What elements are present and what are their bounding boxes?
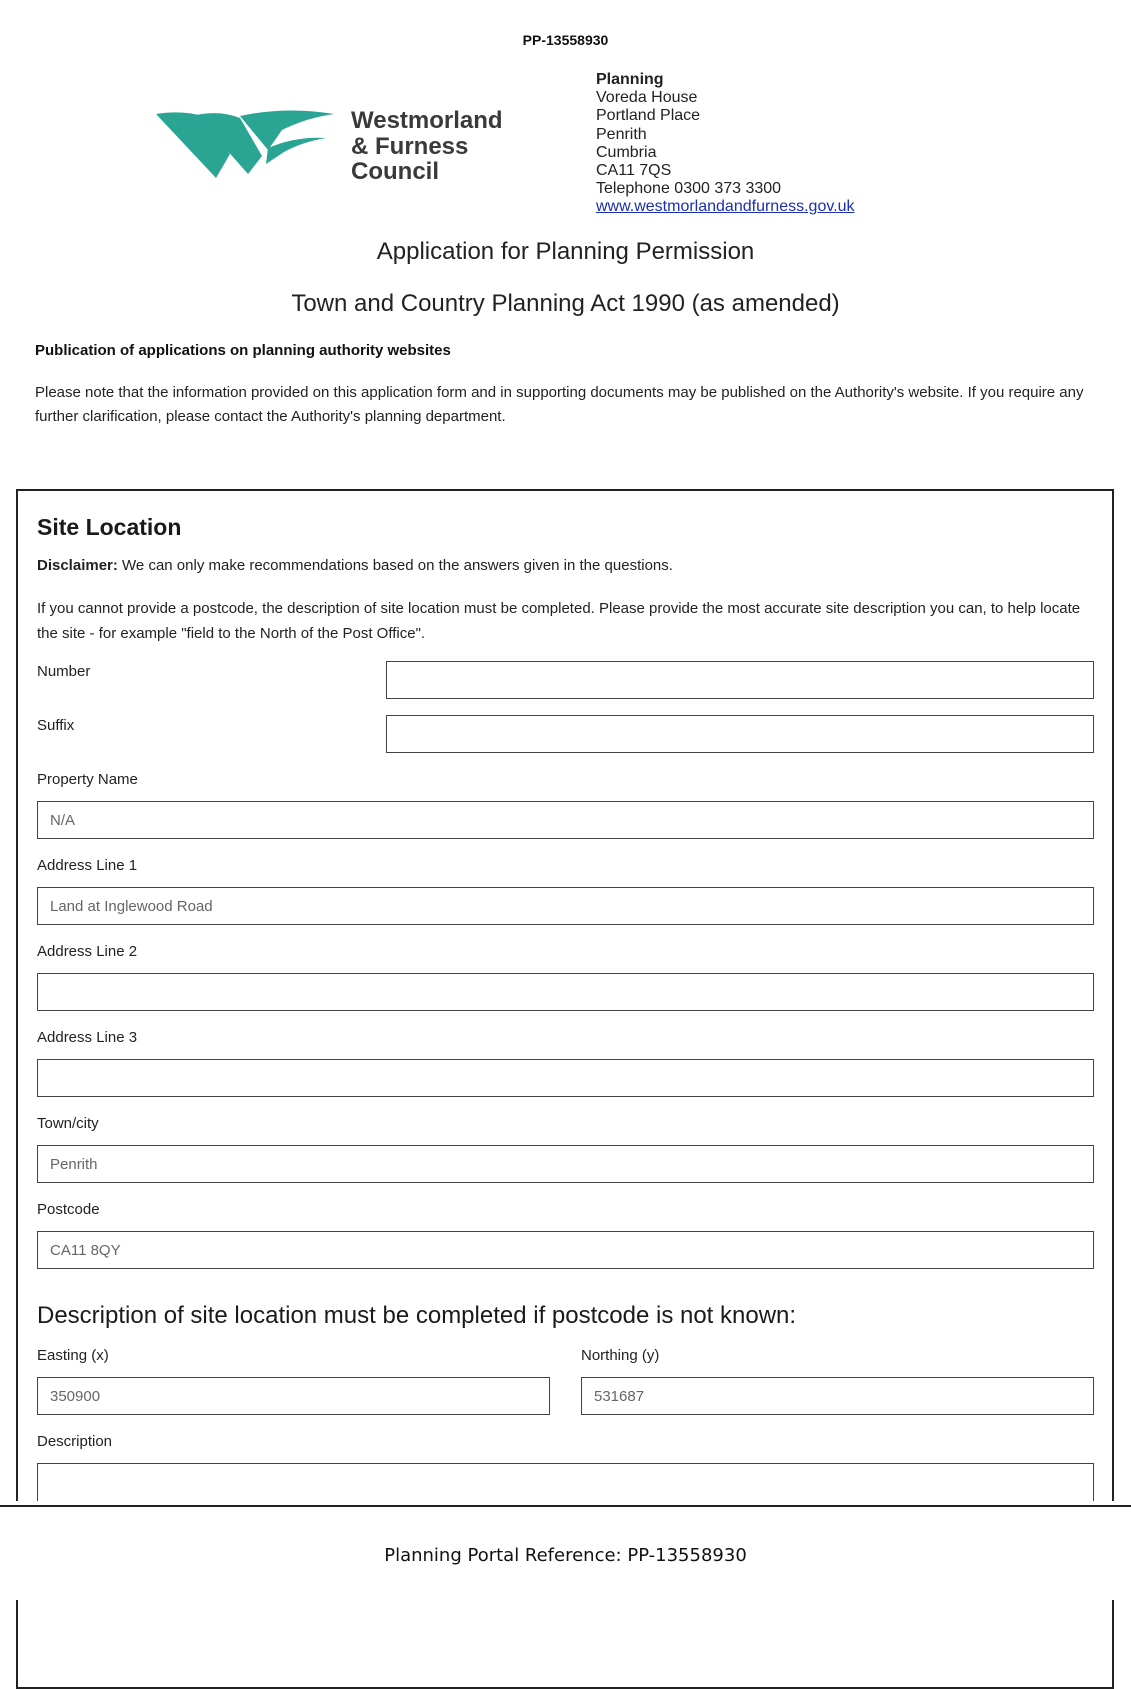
logo-line-1: Westmorland	[351, 107, 503, 134]
reference-number: PP-13558930	[522, 32, 609, 48]
postcode-label: Postcode	[37, 1201, 100, 1218]
easting-label: Easting (x)	[37, 1347, 109, 1364]
town-city-label: Town/city	[37, 1115, 99, 1132]
site-location-info: If you cannot provide a postcode, the description of site location must be completed. Please provide the most accurate site description you can, to help locate the site - for example "field to the North of the Post Office".	[37, 600, 1081, 642]
property-name-label: Property Name	[37, 771, 138, 788]
disclaimer-label: Disclaimer:	[37, 557, 118, 574]
disclaimer	[37, 557, 673, 574]
address-line-2-input[interactable]	[37, 973, 1094, 1011]
address-line-2-label: Address Line 2	[37, 943, 138, 960]
postcode-input[interactable]	[37, 1231, 1094, 1269]
number-label: Number	[37, 663, 91, 680]
description-label: Description	[37, 1433, 113, 1450]
footer-divider	[0, 1505, 1131, 1507]
publication-text: Please note that the information provided on this application form and in supporting documents may be published on the Authority's website. If you require any further clarification, please contact the Authority's planning department.	[35, 384, 1084, 425]
council-logo-wordmark	[351, 108, 503, 185]
address-line-1: Voreda House	[596, 89, 698, 107]
address-heading: Planning	[596, 71, 664, 88]
suffix-input[interactable]	[386, 715, 1094, 753]
town-city-input[interactable]	[37, 1145, 1094, 1183]
logo-line-3: Council	[351, 158, 439, 185]
council-website-link[interactable]: www.westmorlandandfurness.gov.uk	[596, 198, 855, 216]
address-line-1-input[interactable]	[37, 887, 1094, 925]
footer-reference: Planning Portal Reference: PP-13558930	[384, 1545, 747, 1566]
council-address	[596, 71, 855, 217]
address-line-2: Portland Place	[596, 107, 701, 125]
address-line-1-label: Address Line 1	[37, 857, 138, 874]
property-name-input[interactable]	[37, 801, 1094, 839]
easting-input[interactable]	[37, 1377, 550, 1415]
logo-line-2: & Furness	[351, 132, 469, 160]
description-heading: Description of site location must be completed if postcode is not known:	[37, 1302, 797, 1329]
form-title: Application for Planning Permission	[376, 238, 755, 265]
address-line-3-input[interactable]	[37, 1059, 1094, 1097]
northing-input[interactable]	[581, 1377, 1094, 1415]
address-line-4: Cumbria	[596, 143, 657, 161]
council-logo-mark-icon	[156, 108, 336, 180]
northing-label: Northing (y)	[581, 1347, 660, 1364]
address-postcode: CA11 7QS	[596, 162, 672, 180]
address-telephone: Telephone 0300 373 3300	[596, 180, 782, 198]
address-line-3-label: Address Line 3	[37, 1029, 138, 1046]
section-title: Site Location	[37, 514, 182, 540]
address-line-3: Penrith	[596, 125, 647, 143]
publication-heading: Publication of applications on planning authority websites	[35, 342, 451, 359]
council-logo	[156, 108, 526, 188]
number-input[interactable]	[386, 661, 1094, 699]
disclaimer-text: We can only make recommendations based on the answers given in the questions.	[122, 557, 673, 574]
form-subtitle: Town and Country Planning Act 1990 (as amended)	[291, 290, 840, 317]
suffix-label: Suffix	[37, 717, 75, 734]
